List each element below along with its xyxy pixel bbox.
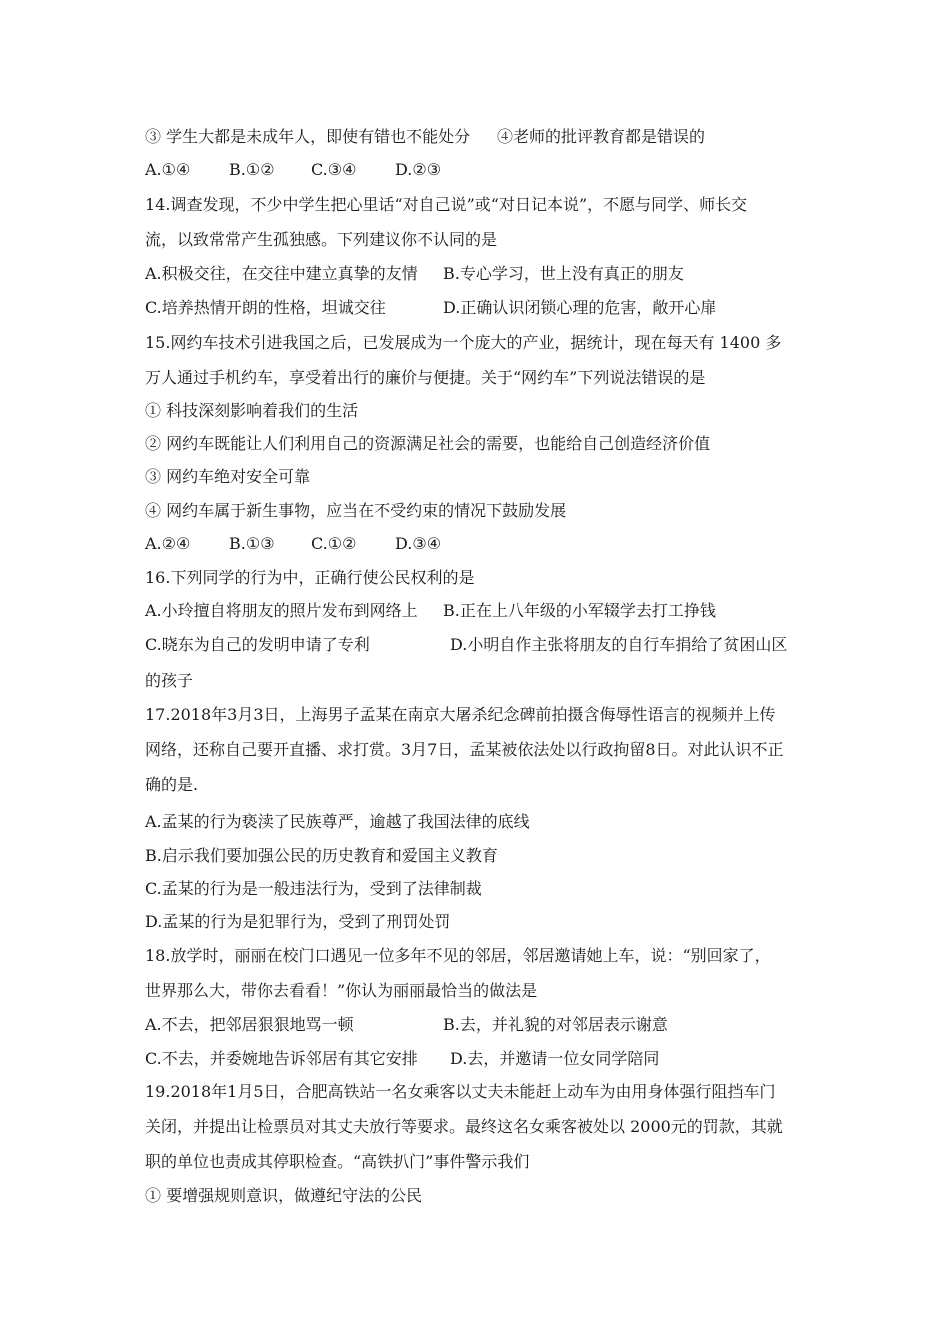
q15-stem-line-2: 万人通过手机约车，享受着出行的廉价与便捷。关于“网约车”下列说法错误的是 [145,368,706,387]
q15-item-1: ① 科技深刻影响着我们的生活 [145,401,359,420]
q19-item-1: ① 要增强规则意识，做遵纪守法的公民 [145,1186,423,1205]
q14-option-c: C.培养热情开朗的性格，坦诚交往 [145,298,386,317]
q18-stem-line-2: 世界那么大，带你去看看！”你认为丽丽最恰当的做法是 [145,981,538,1000]
q17-stem-line-3: 确的是. [145,775,199,794]
q15-option-c: C.①② [311,534,357,553]
q13-option-a: A.①④ [145,160,191,179]
q18-option-b: B.去，并礼貌的对邻居表示谢意 [443,1015,668,1034]
q19-stem-line-1: 19.2018年1月5日，合肥高铁站一名女乘客以丈夫未能赶上动车为由用身体强行阻挡车门 [145,1082,776,1101]
q18-option-d: D.去，并邀请一位女同学陪同 [450,1049,660,1068]
q16-option-d: D.小明自作主张将朋友的自行车捐给了贫困山区 [450,635,788,654]
q13-option-d: D.②③ [395,160,442,179]
q16-option-c: C.晓东为自己的发明申请了专利 [145,635,370,654]
q13-option-b: B.①② [229,160,275,179]
q18-option-c: C.不去，并委婉地告诉邻居有其它安排 [145,1049,418,1068]
q14-stem-line-2: 流，以致常常产生孤独感。下列建议你不认同的是 [145,230,498,249]
q15-item-3: ③ 网约车绝对安全可靠 [145,467,311,486]
q17-option-a: A.孟某的行为亵渎了民族尊严，逾越了我国法律的底线 [145,812,530,831]
q13-option-c: C.③④ [311,160,357,179]
q19-stem-line-3: 职的单位也责成其停职检查。“高铁扒门”事件警示我们 [145,1152,530,1171]
q15-option-a: A.②④ [145,534,191,553]
q16-option-a: A.小玲擅自将朋友的照片发布到网络上 [145,601,418,620]
q17-option-d: D.孟某的行为是犯罪行为，受到了刑罚处罚 [145,912,451,931]
q17-stem-line-2: 网络，还称自己要开直播、求打赏。3月7日，孟某被依法处以行政拘留8日。对此认识不正 [145,740,784,759]
q16-option-d-continued: 的孩子 [145,671,194,690]
q17-option-b: B.启示我们要加强公民的历史教育和爱国主义教育 [145,846,498,865]
q16-option-b: B.正在上八年级的小军辍学去打工挣钱 [443,601,716,620]
q14-option-b: B.专心学习，世上没有真正的朋友 [443,264,684,283]
q17-stem-line-1: 17.2018年3月3日，上海男子孟某在南京大屠杀纪念碑前拍摄含侮辱性语言的视频并上传 [145,705,776,724]
q15-item-2: ② 网约车既能让人们利用自己的资源满足社会的需要，也能给自己创造经济价值 [145,434,711,453]
q18-stem-line-1: 18.放学时，丽丽在校门口遇见一位多年不见的邻居，邻居邀请她上车，说：“别回家了， [145,946,771,965]
q15-item-4: ④ 网约车属于新生事物，应当在不受约束的情况下鼓励发展 [145,501,567,520]
q14-option-a: A.积极交往，在交往中建立真挚的友情 [145,264,418,283]
q17-option-c: C.孟某的行为是一般违法行为，受到了法律制裁 [145,879,482,898]
q15-stem-line-1: 15.网约车技术引进我国之后，已发展成为一个庞大的产业，据统计，现在每天有 1400 多 [145,333,782,352]
q13-item-4: ④老师的批评教育都是错误的 [497,127,706,146]
q16-stem: 16.下列同学的行为中，正确行使公民权利的是 [145,568,475,587]
q15-option-b: B.①③ [229,534,275,553]
q14-option-d: D.正确认识闭锁心理的危害，敞开心扉 [443,298,717,317]
q13-item-3: ③ 学生大都是未成年人，即使有错也不能处分 [145,127,471,146]
q19-stem-line-2: 关闭，并提出让检票员对其丈夫放行等要求。最终这名女乘客被处以 2000元的罚款，其就 [145,1117,783,1136]
q14-stem-line-1: 14.调查发现，不少中学生把心里话“对自己说”或“对日记本说”，不愿与同学、师长交 [145,195,748,214]
q15-option-d: D.③④ [395,534,442,553]
q18-option-a: A.不去，把邻居狠狠地骂一顿 [145,1015,354,1034]
